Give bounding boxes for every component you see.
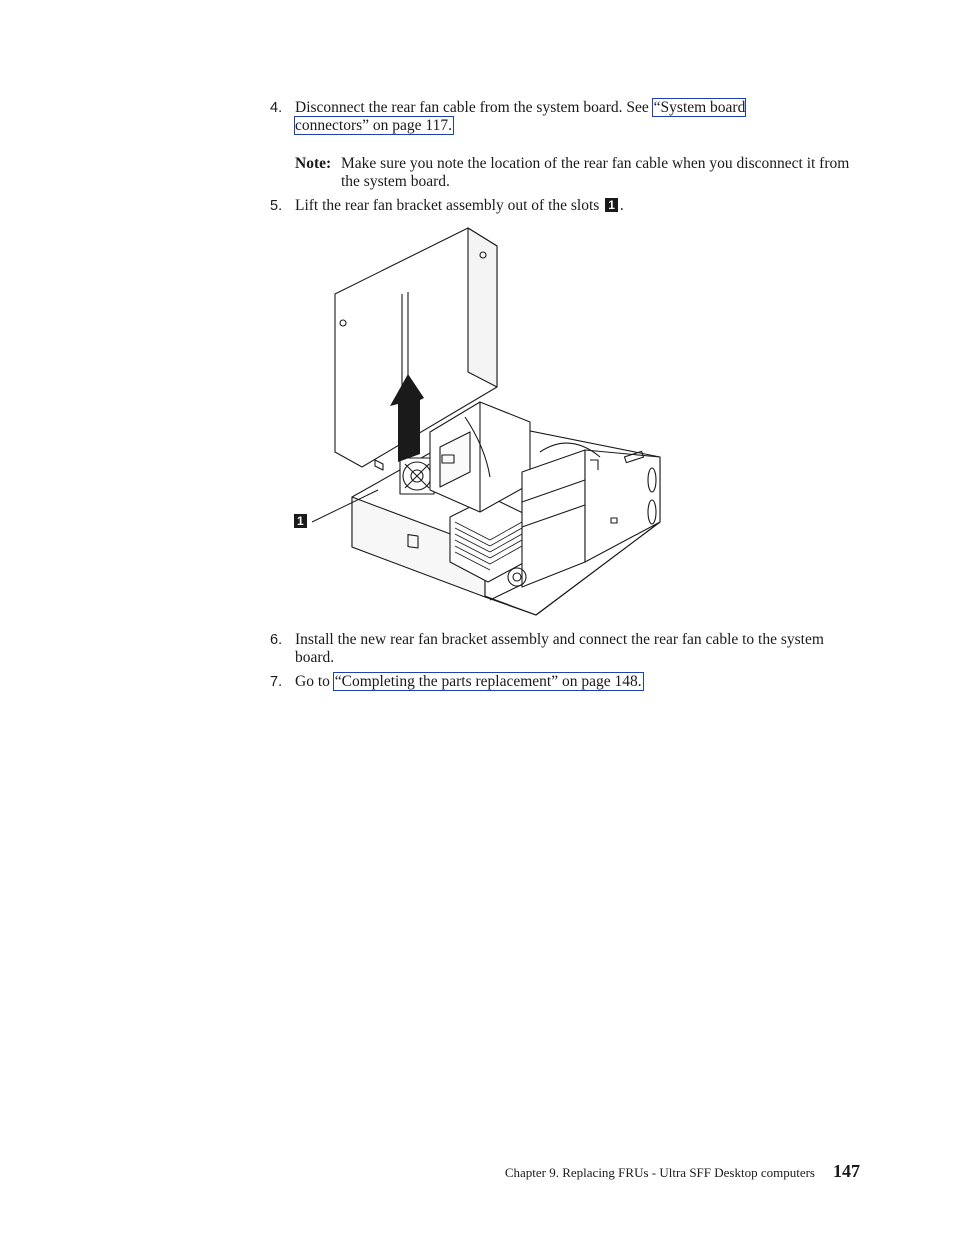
- step-5: [270, 197, 860, 215]
- computer-illustration: [290, 222, 670, 617]
- note-text: Make sure you note the location of the rear fan cable when you disconnect it from the system board.: [341, 155, 850, 190]
- system-board-connectors-link-line2[interactable]: connectors” on page 117.: [295, 117, 452, 134]
- page-number: 147: [833, 1161, 860, 1181]
- step-5-text: Lift the rear fan bracket assembly out of the slots: [295, 197, 600, 214]
- page-footer: [480, 1161, 860, 1185]
- note-label: Note:: [295, 155, 332, 172]
- step-7-text: Go to: [295, 673, 334, 690]
- step-7: [270, 673, 860, 691]
- footer-chapter: Chapter 9. Replacing FRUs - Ultra SFF Desktop computers: [504, 1165, 815, 1180]
- step-4-text: Disconnect the rear fan cable from the system board. See: [295, 99, 653, 116]
- step-5-number: 5.: [270, 198, 283, 214]
- figure-callout-1: 1: [294, 514, 307, 528]
- completing-parts-replacement-link[interactable]: “Completing the parts replacement” on page 148.: [334, 673, 642, 690]
- rear-fan-bracket-figure: [290, 222, 670, 617]
- system-board-connectors-link-line1[interactable]: “System board: [653, 99, 746, 116]
- step-7-number: 7.: [270, 674, 283, 690]
- step-6-number: 6.: [270, 632, 283, 648]
- step-4: [270, 99, 860, 135]
- callout-1-badge: 1: [605, 198, 618, 212]
- step-5-period: .: [619, 197, 624, 214]
- step-6: [270, 631, 860, 667]
- step-4-number: 4.: [270, 100, 283, 116]
- step-6-text: Install the new rear fan bracket assembly and connect the rear fan cable to the system board.: [295, 631, 824, 666]
- note: [295, 155, 855, 191]
